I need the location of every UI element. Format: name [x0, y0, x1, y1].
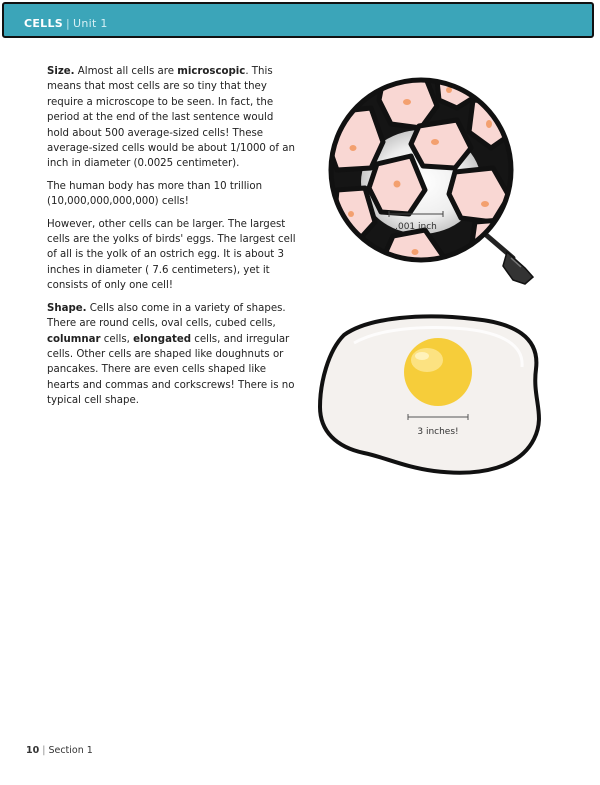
unit-banner	[2, 2, 594, 38]
paragraph-larger-cells: However, other cells can be larger. The largest cells are the yolks of birds' eggs. The largest cell of all is the yolk of an ostrich egg. It is about 3 inches in diameter ( 7.6 centimeters), yet it consists of only one cell!	[47, 218, 296, 292]
term-elongated: elongated	[133, 333, 192, 345]
egg-illustration	[314, 307, 554, 482]
term-microscopic: microscopic	[177, 66, 246, 77]
shape-text: Cells also come in a variety of shapes. There are round cells, oval cells, cubed cells,	[47, 302, 286, 330]
term-columnar: columnar	[47, 333, 101, 345]
paragraph-body-cells: The human body has more than 10 trillion (10,000,000,000,000) cells!	[47, 180, 263, 208]
egg-yolk	[404, 338, 472, 406]
shape-text-cont: cells,	[100, 333, 134, 345]
unit-number: Unit 1	[73, 17, 108, 30]
shape-heading: Shape.	[47, 302, 87, 314]
unit-name: CELLS	[24, 17, 64, 30]
page-number: 10	[26, 745, 40, 756]
size-heading: Size.	[47, 66, 75, 77]
egg-scale-label: 3 inches!	[417, 427, 459, 437]
paragraph-shape	[47, 301, 297, 409]
magnifier-handle	[485, 234, 533, 284]
magnifier-illustration	[325, 72, 550, 287]
header-separator: |	[66, 17, 71, 30]
section-label: Section 1	[48, 745, 93, 756]
page-footer	[26, 745, 93, 756]
unit-title	[24, 17, 108, 30]
paragraph-size	[47, 64, 297, 172]
shape-text-end: cells, and irregular cells. Other cells are shaped like doughnuts or pancakes. There are even cells shaped like hearts and commas and corkscrews! There is no typical cell shape.	[47, 333, 295, 407]
footer-separator: |	[42, 745, 46, 756]
size-text: Almost all cells are	[74, 66, 178, 77]
size-text-cont: . This means that most cells are so tiny that they require a microscope to be seen. In fact, the period at the end of the last sentence would hold about 500 average-sized cells! These average-sized cells would be about 1/1000 of an inch in diameter (0.0025 centimeter).	[47, 66, 295, 170]
micro-scale-label: .001 inch	[395, 222, 437, 232]
body-text	[47, 64, 297, 416]
